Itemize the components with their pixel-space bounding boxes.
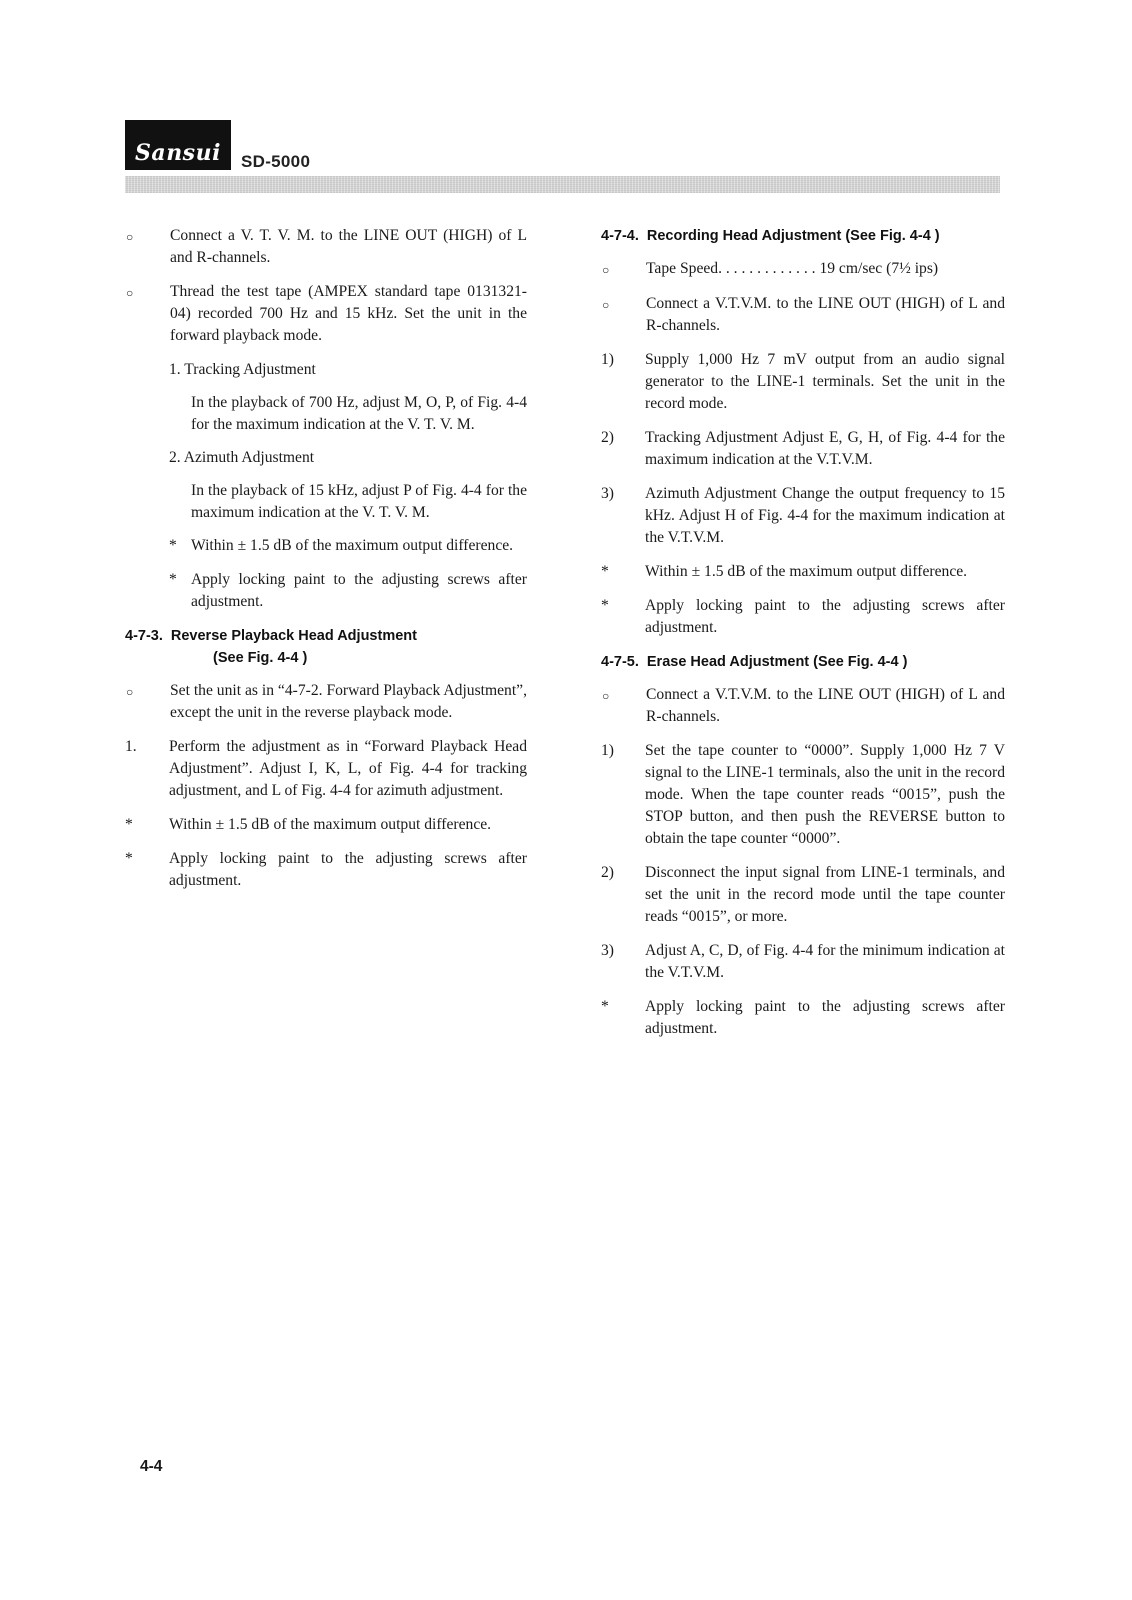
list-item bbox=[601, 862, 1005, 928]
asterisk-marker: * bbox=[125, 816, 133, 833]
list-item bbox=[601, 996, 1005, 1040]
right-column bbox=[601, 225, 1005, 1052]
note-text: Within ± 1.5 dB of the maximum output difference. bbox=[191, 537, 514, 554]
asterisk-marker: * bbox=[169, 571, 177, 588]
item-text: Azimuth Adjustment Change the output frequency to 15 kHz. Adjust H of Fig. 4-4 for the maximum indication at the V.T.V.M. bbox=[645, 485, 1005, 546]
list-item bbox=[601, 258, 1005, 281]
step-number: 3) bbox=[601, 942, 614, 959]
list-item bbox=[125, 814, 527, 836]
section-title: Recording Head Adjustment (See Fig. 4-4 ) bbox=[646, 228, 940, 244]
section-heading-4-7-5 bbox=[601, 651, 1005, 673]
list-item bbox=[601, 595, 1005, 639]
note-text: Apply locking paint to the adjusting screws after adjustment. bbox=[191, 571, 527, 610]
model-number: SD-5000 bbox=[241, 152, 311, 171]
asterisk-marker: * bbox=[601, 998, 609, 1015]
section-heading-4-7-3 bbox=[125, 625, 527, 669]
bullet-circle: ○ bbox=[126, 286, 134, 300]
list-item bbox=[601, 940, 1005, 984]
item-text: Apply locking paint to the adjusting screws after adjustment. bbox=[169, 850, 527, 889]
section-number: 4-7-5. bbox=[601, 654, 639, 670]
bullet-circle: ○ bbox=[602, 298, 610, 312]
asterisk-marker: * bbox=[601, 563, 609, 580]
item-text: Supply 1,000 Hz 7 mV output from an audio signal generator to the LINE-1 terminals. Set the unit in the record mode. bbox=[645, 351, 1005, 412]
bullet-circle: ○ bbox=[126, 230, 134, 244]
item-text: Connect a V.T.V.M. to the LINE OUT (HIGH) of L and R-channels. bbox=[646, 686, 1005, 725]
item-text: Adjust A, C, D, of Fig. 4-4 for the minimum indication at the V.T.V.M. bbox=[645, 942, 1005, 981]
asterisk-marker: * bbox=[169, 537, 177, 554]
left-column bbox=[125, 225, 527, 904]
step-number: 1. bbox=[125, 738, 137, 755]
azimuth-adjustment-title: 2. Azimuth Adjustment bbox=[169, 449, 315, 466]
sansui-logo: Sansui bbox=[125, 120, 231, 170]
list-item bbox=[125, 736, 527, 802]
list-item bbox=[125, 848, 527, 892]
item-text: Apply locking paint to the adjusting screws after adjustment. bbox=[645, 998, 1005, 1037]
item-text: Within ± 1.5 dB of the maximum output difference. bbox=[169, 816, 492, 833]
list-item bbox=[601, 293, 1005, 337]
step-number: 2) bbox=[601, 429, 614, 446]
header-band bbox=[125, 176, 1000, 193]
section-title: Reverse Playback Head Adjustment bbox=[170, 628, 417, 644]
tracking-adjustment-title: 1. Tracking Adjustment bbox=[169, 361, 316, 378]
section-heading-4-7-4 bbox=[601, 225, 1005, 247]
azimuth-adjustment-text: In the playback of 15 kHz, adjust P of Fig. 4-4 for the maximum indication at the V. T. V. M. bbox=[191, 482, 527, 521]
section-figure-ref: (See Fig. 4-4 ) bbox=[213, 650, 308, 666]
step-number: 3) bbox=[601, 485, 614, 502]
bullet-circle: ○ bbox=[126, 685, 134, 699]
item-text: Connect a V.T.V.M. to the LINE OUT (HIGH) of L and R-channels. bbox=[646, 295, 1005, 334]
section-number: 4-7-4. bbox=[601, 228, 639, 244]
item-text: Thread the test tape (AMPEX standard tape 0131321-04) recorded 700 Hz and 15 kHz. Set the unit in the forward playback mode. bbox=[170, 283, 527, 344]
note-item bbox=[125, 569, 527, 613]
list-item bbox=[125, 680, 527, 724]
step-number: 1) bbox=[601, 742, 614, 759]
list-item bbox=[601, 561, 1005, 583]
item-text: Set the tape counter to “0000”. Supply 1,000 Hz 7 V signal to the LINE-1 terminals, also the unit in the record mode. When the tape counter reads “0015”, push the STOP button, and then push the REVERSE button to obtain the tape counter “0000”. bbox=[645, 742, 1005, 847]
section-title: Erase Head Adjustment (See Fig. 4-4 ) bbox=[646, 654, 908, 670]
list-item bbox=[601, 483, 1005, 549]
item-text: Tape Speed. . . . . . . . . . . . . 19 cm/sec (7½ ips) bbox=[646, 260, 939, 277]
item-text: Set the unit as in “4-7-2. Forward Playback Adjustment”, except the unit in the reverse playback mode. bbox=[170, 682, 527, 721]
item-text: Disconnect the input signal from LINE-1 terminals, and set the unit in the record mode until the tape counter reads “0015”, or more. bbox=[645, 864, 1005, 925]
bullet-circle: ○ bbox=[602, 689, 610, 703]
item-text: Perform the adjustment as in “Forward Playback Head Adjustment”. Adjust I, K, L, of Fig. 4-4 for tracking adjustment, and L of Fig. 4-4 for azimuth adjustment. bbox=[169, 738, 527, 799]
item-text: Tracking Adjustment Adjust E, G, H, of Fig. 4-4 for the maximum indication at the V.T.V.M. bbox=[645, 429, 1005, 468]
list-item bbox=[601, 684, 1005, 728]
asterisk-marker: * bbox=[601, 597, 609, 614]
step-number: 1) bbox=[601, 351, 614, 368]
list-item bbox=[601, 349, 1005, 415]
list-item bbox=[125, 281, 527, 347]
page-number: 4-4 bbox=[140, 1458, 163, 1475]
list-item bbox=[125, 225, 527, 269]
step-number: 2) bbox=[601, 864, 614, 881]
asterisk-marker: * bbox=[125, 850, 133, 867]
list-item bbox=[601, 427, 1005, 471]
item-text: Within ± 1.5 dB of the maximum output difference. bbox=[645, 563, 968, 580]
item-text: Connect a V. T. V. M. to the LINE OUT (HIGH) of L and R-channels. bbox=[170, 227, 527, 266]
item-text: Apply locking paint to the adjusting screws after adjustment. bbox=[645, 597, 1005, 636]
section-number: 4-7-3. bbox=[125, 628, 163, 644]
bullet-circle: ○ bbox=[602, 263, 610, 277]
note-item bbox=[125, 535, 527, 557]
tracking-adjustment-text: In the playback of 700 Hz, adjust M, O, P, of Fig. 4-4 for the maximum indication at the V. T. V. M. bbox=[191, 394, 527, 433]
list-item bbox=[601, 740, 1005, 850]
